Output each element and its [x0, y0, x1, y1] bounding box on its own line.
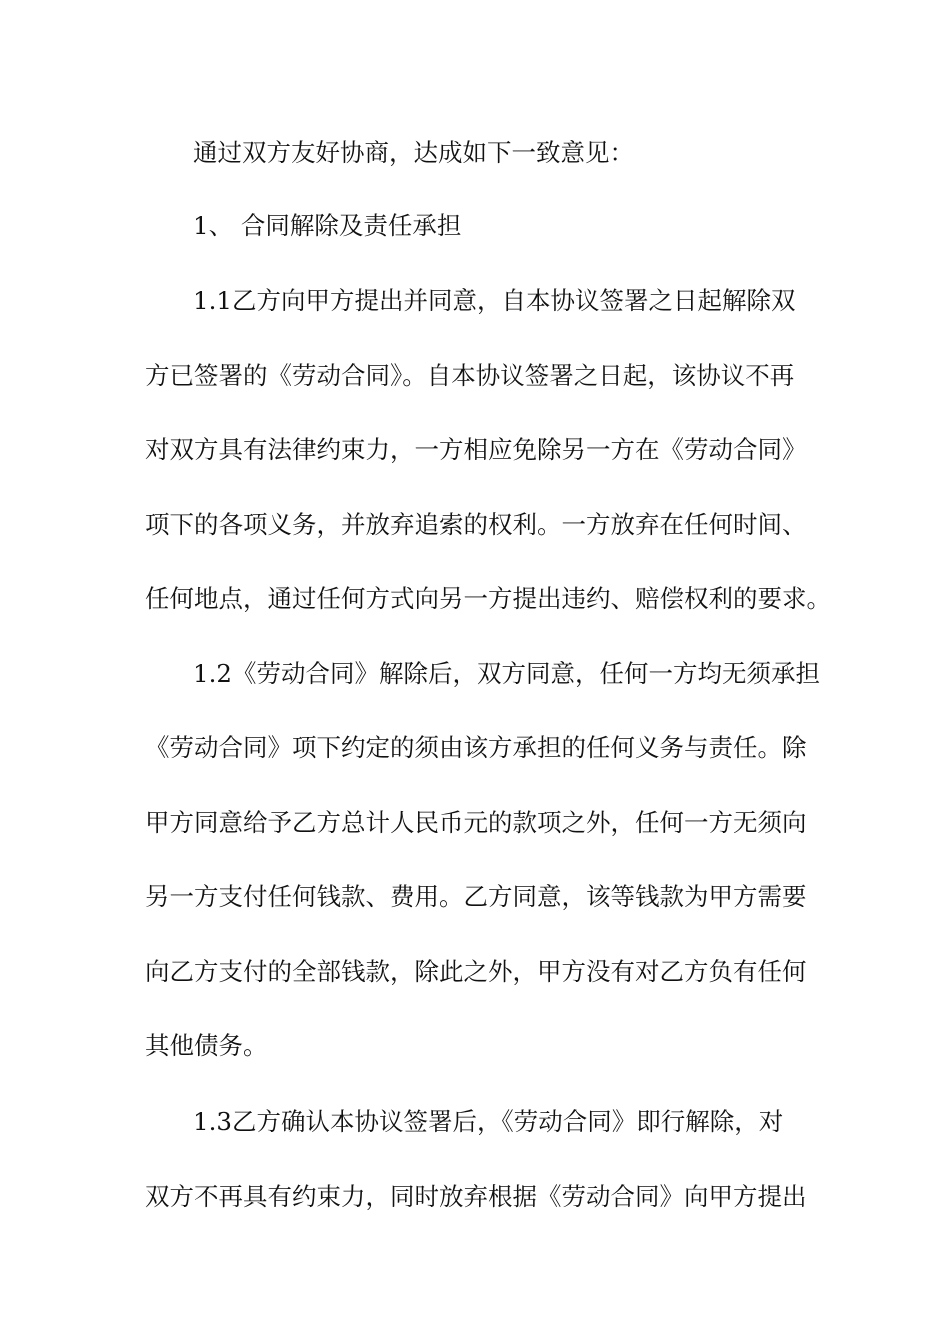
- clause-1-2-line: 甲方同意给予乙方总计人民币元的款项之外，任何一方无须向: [145, 808, 807, 837]
- clause-1-2-line: 1.2《劳动合同》解除后，双方同意，任何一方均无须承担: [193, 659, 820, 688]
- clause-1-2-line: 《劳动合同》项下约定的须由该方承担的任何义务与责任。除: [145, 733, 807, 762]
- clause-1-3-line: 1.3乙方确认本协议签署后，《劳动合同》即行解除，对: [193, 1107, 784, 1136]
- clause-1-1-line: 项下的各项义务，并放弃追索的权利。一方放弃在任何时间、: [145, 510, 807, 539]
- clause-1-2-line: 向乙方支付的全部钱款，除此之外，甲方没有对乙方负有任何: [145, 957, 807, 986]
- clause-1-2-line: 另一方支付任何钱款、费用。乙方同意，该等钱款为甲方需要: [145, 882, 807, 911]
- intro-paragraph: 通过双方友好协商，达成如下一致意见：: [193, 138, 634, 167]
- section-heading: 1、 合同解除及责任承担: [193, 211, 462, 240]
- clause-1-1-line: 对双方具有法律约束力，一方相应免除另一方在《劳动合同》: [145, 435, 807, 464]
- clause-1-1-line: 1.1乙方向甲方提出并同意，自本协议签署之日起解除双: [193, 286, 796, 315]
- clause-1-3-line: 双方不再具有约束力，同时放弃根据《劳动合同》向甲方提出: [145, 1182, 807, 1211]
- clause-1-1-line: 方已签署的《劳动合同》。自本协议签署之日起，该协议不再: [145, 361, 795, 390]
- clause-1-1-line: 任何地点，通过任何方式向另一方提出违约、赔偿权利的要求。: [145, 584, 831, 613]
- clause-1-2-line: 其他债务。: [145, 1031, 268, 1060]
